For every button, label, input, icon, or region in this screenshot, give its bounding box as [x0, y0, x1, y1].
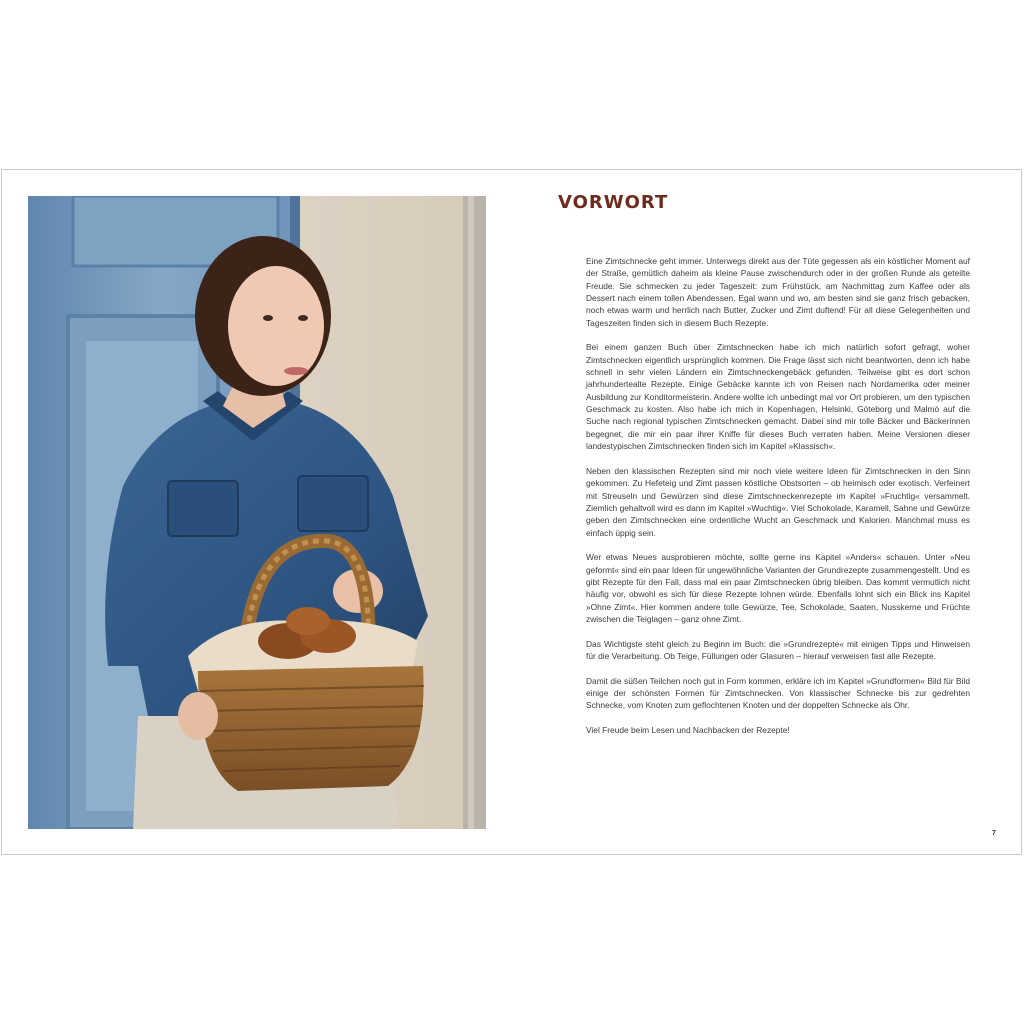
paragraph: Viel Freude beim Lesen und Nachbacken der Rezepte! [586, 725, 790, 736]
book-spread [1, 169, 1022, 855]
page-number: 7 [992, 830, 996, 837]
portrait-photo [28, 196, 486, 829]
paragraph: Damit die süßen Teilchen noch gut in Form kommen, erkläre ich im Kapitel »Grundformen« Bild für Bild einige der schönsten Formen für Zimtschnecken. Von klassischer Schnecke bis zur gedrehten Schnecke, vom Knoten zum geflochtenen Knoten und der doppelten Schnecke als Ohr. [586, 675, 970, 711]
paragraph: Bei einem ganzen Buch über Zimtschnecken habe ich mich natürlich sofort gefragt, woher Zimtschnecken eigentlich ursprünglich kommen. Die Frage lässt sich nicht beantworten, denn ich habe schnell in sehr vielen Ländern ein Zimtschneckengebäck gefunden. Teilweise gibt es dort schon jahrhundertealte Rezepte. Einige Gebäcke kannte ich von Reisen nach Nordamerika oder meiner Ausbildung zur Konditormeisterin. Andere wollte ich unbedingt mal vor Ort probieren, um den typischen Geschmack zu kosten. Also habe ich mich in Kopenhagen, Helsinki, Göteborg und Malmö auf die Suche nach regional typischen Zimtschnecken gemacht. Dabei sind mir tolle Bäcker und Bäckerinnen begegnet, die mir ein paar ihrer Kniffe für dieses Buch verraten haben. Meine Versionen dieser landestypischen Zimtschnecken finden sich im Kapitel »Klassisch«. [586, 342, 970, 452]
body-text [586, 255, 970, 749]
paragraph: Das Wichtigste steht gleich zu Beginn im Buch: die »Grundrezepte« mit einigen Tipps und Hinweisen für die Verarbeitung. Ob Teige, Füllungen oder Glasuren – hierauf verweisen fast alle Rezepte. [586, 638, 970, 661]
page-title: VORWORT [558, 192, 669, 213]
paragraph: Eine Zimtschnecke geht immer. Unterwegs direkt aus der Tüte gegessen als ein köstlicher Moment auf der Straße, gemütlich daheim als kleine Pause zwischendurch oder in der großen Runde als geteilte Freude. Sie schmecken zu jeder Tageszeit: zum Frühstück, am Nachmittag zum Kaffee oder als Dessert nach einem tollen Abendessen. Egal wann und wo, am besten sind sie ganz frisch gebacken, noch etwas warm und herrlich nach Butter, Zucker und Zimt duftend! Für all diese Gelegenheiten und Tageszeiten finden sich in diesem Buch Rezepte. [586, 256, 970, 328]
paragraph: Neben den klassischen Rezepten sind mir noch viele weitere Ideen für Zimtschnecken in den Sinn gekommen. Zu Hefeteig und Zimt passen köstliche Obstsorten – ob heimisch oder exotisch. Verfeinert mit Streuseln und Gewürzen sind diese Zimtschneckenrezepte im Kapitel »Fruchtig« versammelt. Ziemlich gehaltvoll wird es dann im Kapitel »Wuchtig«. Viel Schokolade, Karamell, Sahne und Gewürze geben den Zimtschnecken eine ordentliche Wucht an Geschmack und Kalorien. Manchmal muss es einfach üppig sein. [586, 465, 970, 538]
paragraph: Wer etwas Neues ausprobieren möchte, sollte gerne ins Kapitel »Anders« schauen. Unter »Neu geformt« sind ein paar Ideen für ungewöhnliche Varianten der Grundrezepte zusammengestellt. Und es gibt Rezepte für den Fall, dass mal ein paar Zimtschnecken übrig bleiben. Das kommt vermutlich nicht häufig vor, obwohl es sich für diese Rezepte lohnen würde. Ebenfalls lohnt sich ein Blick ins Kapitel »Ohne Zimt«. Hier kommen andere tolle Gewürze, Tee, Schokolade, Saaten, Nusskerne und Früchte zwischen die Teiglagen – ganz ohne Zimt. [586, 552, 970, 624]
